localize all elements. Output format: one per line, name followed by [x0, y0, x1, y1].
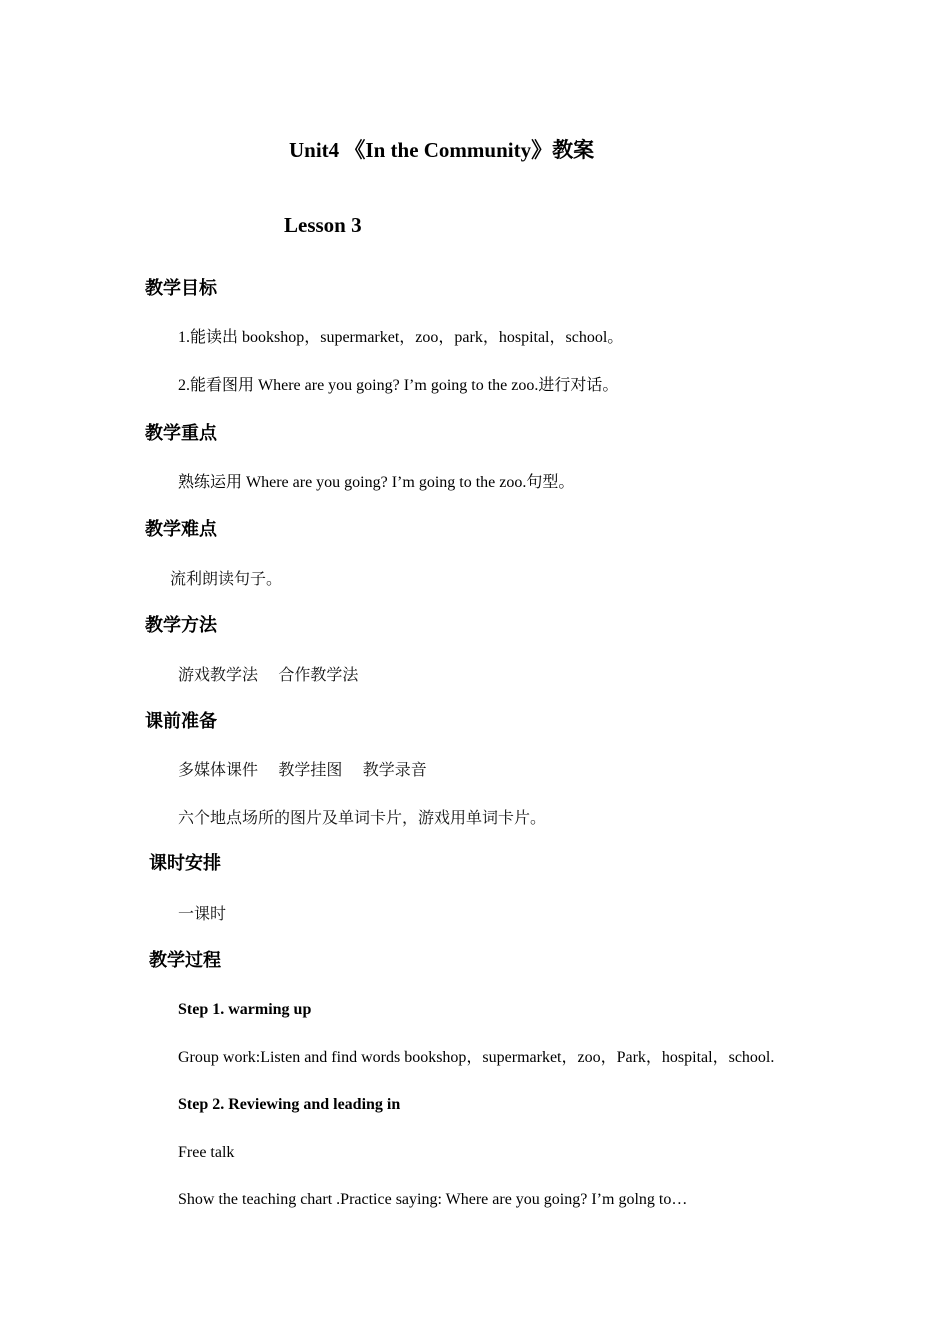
step-2-title: Step 2. Reviewing and leading in	[178, 1096, 401, 1113]
methods-heading: 教学方法	[145, 615, 217, 636]
schedule-text: 一课时	[178, 904, 227, 923]
preparation-item-2: 六个地点场所的图片及单词卡片，游戏用单词卡片。	[178, 808, 547, 827]
step-2-text-1: Free talk	[178, 1144, 235, 1161]
step-1-text: Group work:Listen and find words bookshop，supermarket，zoo，Park，hospital，school.	[178, 1049, 775, 1066]
objective-item-1: 1.能读出 bookshop，supermarket，zoo，park，hospital，school。	[178, 329, 624, 346]
step-2-text-2: Show the teaching chart .Practice saying: Where are you going? I’m golng to…	[178, 1191, 688, 1208]
objective-item-2: 2.能看图用 Where are you going? I’m going to the zoo.进行对话。	[178, 377, 619, 394]
step-1-title: Step 1. warming up	[178, 1001, 312, 1018]
methods-text: 游戏教学法 合作教学法	[178, 665, 359, 684]
lesson-title: Lesson 3	[284, 213, 362, 237]
preparation-item-1: 多媒体课件 教学挂图 教学录音	[178, 760, 427, 779]
process-heading: 教学过程	[149, 950, 221, 971]
objectives-heading: 教学目标	[145, 278, 217, 299]
difficulties-text: 流利朗读句子。	[170, 569, 283, 588]
key-points-heading: 教学重点	[145, 423, 217, 444]
key-points-text: 熟练运用 Where are you going? I’m going to the zoo.句型。	[178, 474, 575, 491]
preparation-heading: 课前准备	[145, 711, 217, 732]
difficulties-heading: 教学难点	[145, 519, 217, 540]
schedule-heading: 课时安排	[149, 853, 221, 874]
document-title: Unit4 《In the Community》教案	[289, 138, 595, 162]
